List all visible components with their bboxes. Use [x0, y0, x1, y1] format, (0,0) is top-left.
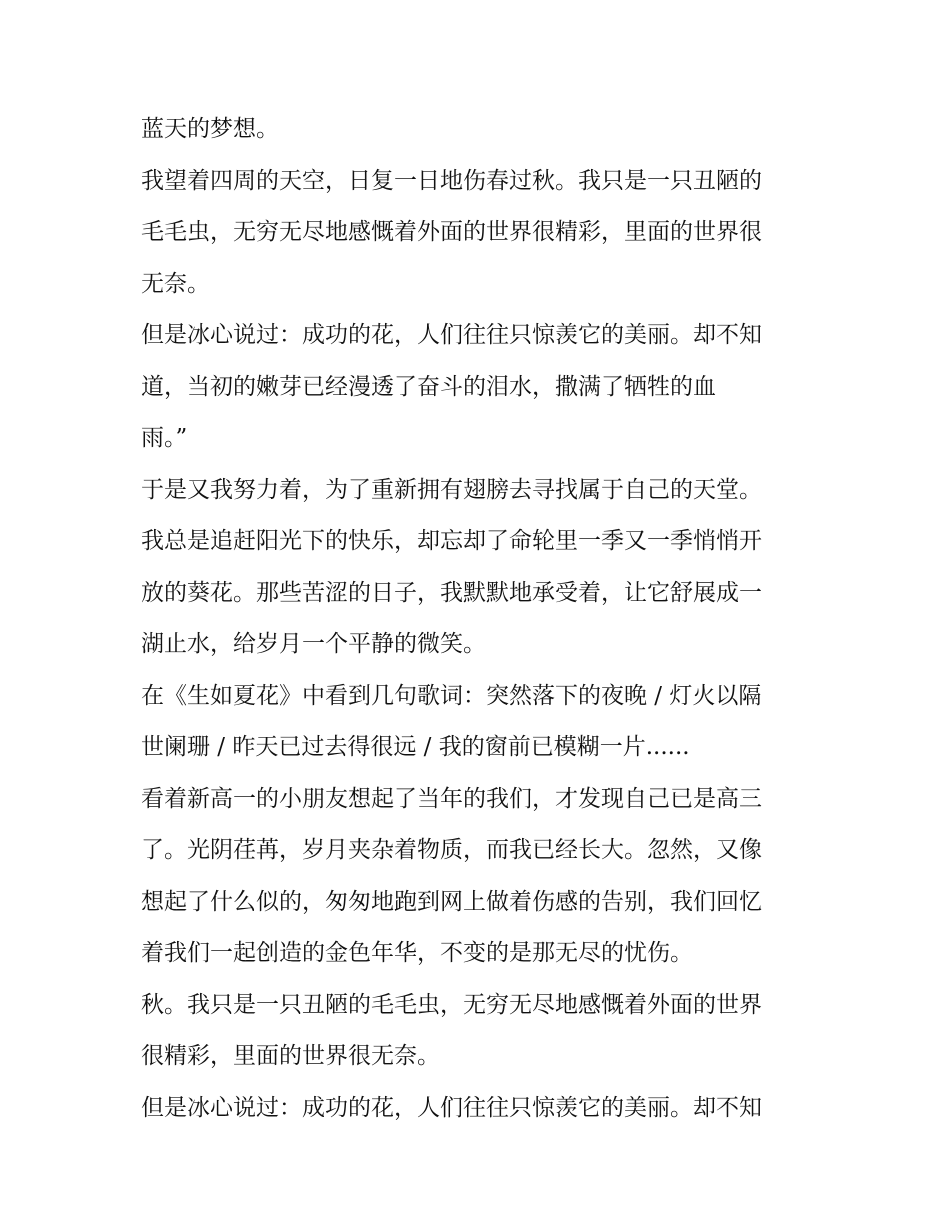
text-line: 但是冰心说过：成功的花，人们往往只惊羡它的美丽。却不知 [141, 322, 762, 348]
text-line: 放的葵花。那些苦涩的日子，我默默地承受着，让它舒展成一 [141, 579, 762, 606]
text-line: 但是冰心说过：成功的花，人们往往只惊羡它的美丽。却不知 [141, 1094, 762, 1121]
text-line: 道，当初的嫩芽已经漫透了奋斗的泪水，撒满了牺牲的血 [141, 373, 716, 400]
text-line: 湖止水，给岁月一个平静的微笑。 [141, 631, 486, 657]
text-line: 无奈。 [141, 270, 210, 297]
text-line: 看着新高一的小朋友想起了当年的我们，才发现自己已是高三 [141, 785, 762, 812]
text-line: 想起了什么似的，匆匆地跑到网上做着伤感的告别，我们回忆 [141, 888, 762, 915]
text-line: 秋。我只是一只丑陋的毛毛虫，无穷无尽地感慨着外面的世界 [141, 991, 762, 1018]
text-line: 着我们一起创造的金色年华，不变的是那无尽的忧伤。 [141, 940, 693, 966]
text-line: 很精彩，里面的世界很无奈。 [141, 1043, 440, 1069]
text-line: 我总是追赶阳光下的快乐，却忘却了命轮里一季又一季悄悄开 [141, 528, 762, 554]
text-line: 在《生如夏花》中看到几句歌词：突然落下的夜晚 / 灯火以隔 [141, 682, 762, 709]
text-line: 我望着四周的天空，日复一日地伤春过秋。我只是一只丑陋的 [141, 167, 762, 194]
text-line: 雨。” [141, 425, 188, 451]
text-line: 世阑珊 / 昨天已过去得很远 / 我的窗前已模糊一片...... [141, 734, 690, 760]
text-line: 蓝天的梦想。 [141, 116, 279, 142]
document-body [141, 104, 821, 1134]
text-line: 毛毛虫，无穷无尽地感慨着外面的世界很精彩，里面的世界很 [141, 219, 762, 245]
text-line: 于是又我努力着，为了重新拥有翅膀去寻找属于自己的天堂。 [141, 476, 762, 503]
text-line: 了。光阴荏苒，岁月夹杂着物质，而我已经长大。忽然，又像 [141, 837, 762, 863]
